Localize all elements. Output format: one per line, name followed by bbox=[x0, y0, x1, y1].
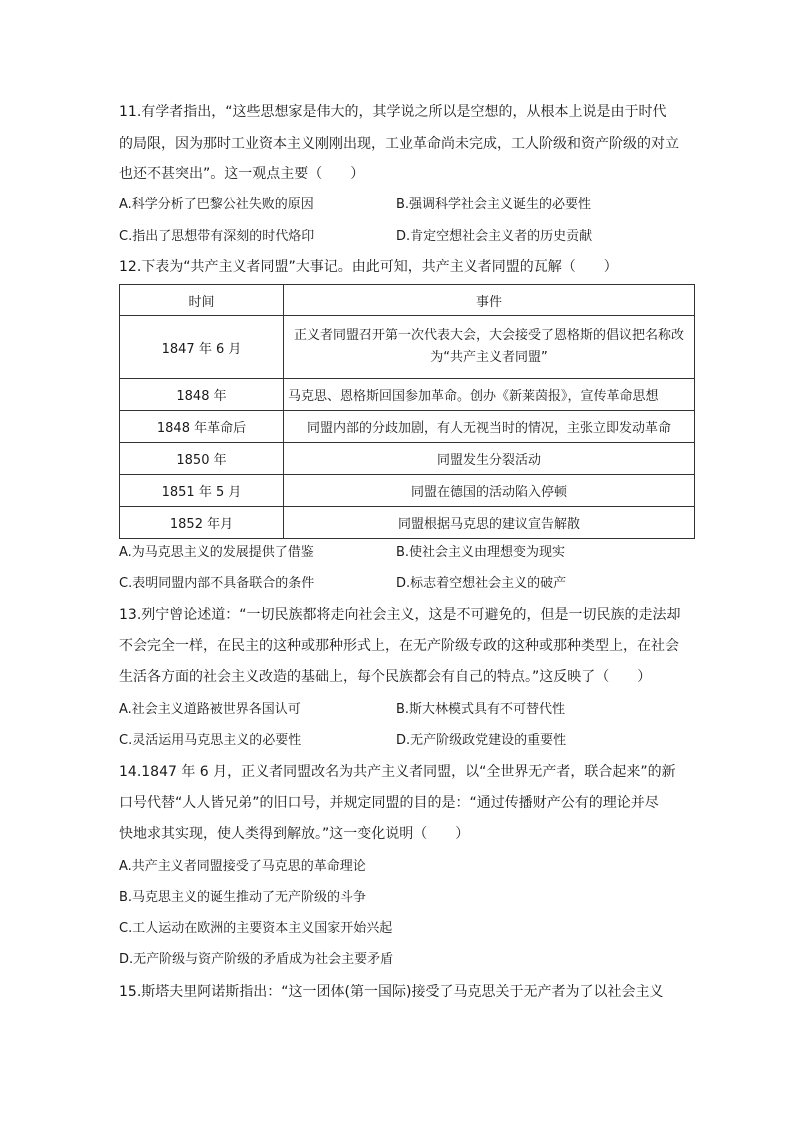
row-time: 1850 年 bbox=[120, 443, 284, 475]
q13-stem-line-1: 13.列宁曾论述道：“一切民族都将走向社会主义，这是不可避免的，但是一切民族的走法却 bbox=[119, 607, 681, 623]
q12-option-c: C.表明同盟内部不具备联合的条件 bbox=[119, 576, 315, 591]
q12-option-a: A.为马克思主义的发展提供了借鉴 bbox=[119, 545, 314, 560]
header-event: 事件 bbox=[284, 285, 695, 316]
row-time: 1848 年 bbox=[120, 379, 284, 411]
q14-stem-line-2: 口号代替“人人皆兄弟”的旧口号，并规定同盟的目的是：“通过传播财产公有的理论并尽 bbox=[119, 795, 659, 811]
row-event: 同盟根据马克思的建议宣告解散 bbox=[284, 507, 695, 539]
row-time: 1851 年 5 月 bbox=[120, 475, 284, 507]
q11-stem-line-1: 11.有学者指出，“这些思想家是伟大的，其学说之所以是空想的，从根本上说是由于时代 bbox=[119, 104, 667, 120]
q13-stem-line-3: 生活各方面的社会主义改造的基础上，每个民族都会有自己的特点。”这反映了（ ） bbox=[119, 669, 652, 685]
q12-stem: 12.下表为“共产主义者同盟”大事记。由此可知，共产主义者同盟的瓦解（ ） bbox=[119, 259, 618, 275]
q11-stem-line-3: 也还不甚突出”。这一观点主要（ ） bbox=[119, 166, 365, 182]
q11-option-a: A.科学分析了巴黎公社失败的原因 bbox=[119, 197, 314, 212]
q13-option-a: A.社会主义道路被世界各国认可 bbox=[119, 702, 301, 717]
q12-option-b: B.使社会主义由理想变为现实 bbox=[396, 545, 566, 560]
row-event: 同盟在德国的活动陷入停顿 bbox=[284, 475, 695, 507]
q11-option-b: B.强调科学社会主义诞生的必要性 bbox=[396, 197, 592, 212]
q14-option-d: D.无产阶级与资产阶级的矛盾成为社会主要矛盾 bbox=[119, 952, 394, 967]
q13-stem-line-2: 不会完全一样，在民主的这种或那种形式上，在无产阶级专政的这种或那种类型上，在社会 bbox=[119, 638, 679, 654]
q14-option-c: C.工人运动在欧洲的主要资本主义国家开始兴起 bbox=[119, 921, 393, 936]
q13-option-c: C.灵活运用马克思主义的必要性 bbox=[119, 733, 302, 748]
row-event: 正义者同盟召开第一次代表大会，大会接受了恩格斯的倡议把名称改为“共产主义者同盟” bbox=[284, 316, 695, 379]
table-row bbox=[120, 507, 695, 539]
q11-option-d: D.肯定空想社会主义者的历史贡献 bbox=[396, 229, 593, 244]
row-event: 马克思、恩格斯回国参加革命。创办《新莱茵报》，宣传革命思想 bbox=[284, 379, 695, 411]
table-row bbox=[120, 379, 695, 411]
q13-option-d: D.无产阶级政党建设的重要性 bbox=[396, 733, 567, 748]
events-table bbox=[119, 284, 695, 539]
header-time: 时间 bbox=[120, 285, 284, 316]
q14-stem-line-1: 14.1847 年 6 月，正义者同盟改名为共产主义者同盟，以“全世界无产者，联合起来”的新 bbox=[119, 764, 676, 780]
q14-option-a: A.共产主义者同盟接受了马克思的革命理论 bbox=[119, 859, 366, 874]
row-time: 1847 年 6 月 bbox=[120, 316, 284, 379]
row-time: 1848 年革命后 bbox=[120, 411, 284, 443]
q11-option-c: C.指出了思想带有深刻的时代烙印 bbox=[119, 229, 315, 244]
q14-option-b: B.马克思主义的诞生推动了无产阶级的斗争 bbox=[119, 890, 367, 905]
table-header-row bbox=[120, 285, 695, 316]
q14-stem-line-3: 快地求其实现，使人类得到解放。”这一变化说明（ ） bbox=[119, 826, 470, 842]
table-row bbox=[120, 443, 695, 475]
row-event: 同盟内部的分歧加剧，有人无视当时的情况，主张立即发动革命 bbox=[284, 411, 695, 443]
row-event: 同盟发生分裂活动 bbox=[284, 443, 695, 475]
row-time: 1852 年月 bbox=[120, 507, 284, 539]
q12-option-d: D.标志着空想社会主义的破产 bbox=[396, 576, 567, 591]
q15-stem-line-1: 15.斯塔夫里阿诺斯指出：“这一团体(第一国际)接受了马克思关于无产者为了以社会主义 bbox=[119, 984, 664, 1000]
table-row bbox=[120, 411, 695, 443]
q13-option-b: B.斯大林模式具有不可替代性 bbox=[396, 702, 566, 717]
q11-stem-line-2: 的局限，因为那时工业资本主义刚刚出现，工业革命尚未完成，工人阶级和资产阶级的对立 bbox=[119, 136, 679, 152]
table-row bbox=[120, 475, 695, 507]
table-row bbox=[120, 316, 695, 379]
